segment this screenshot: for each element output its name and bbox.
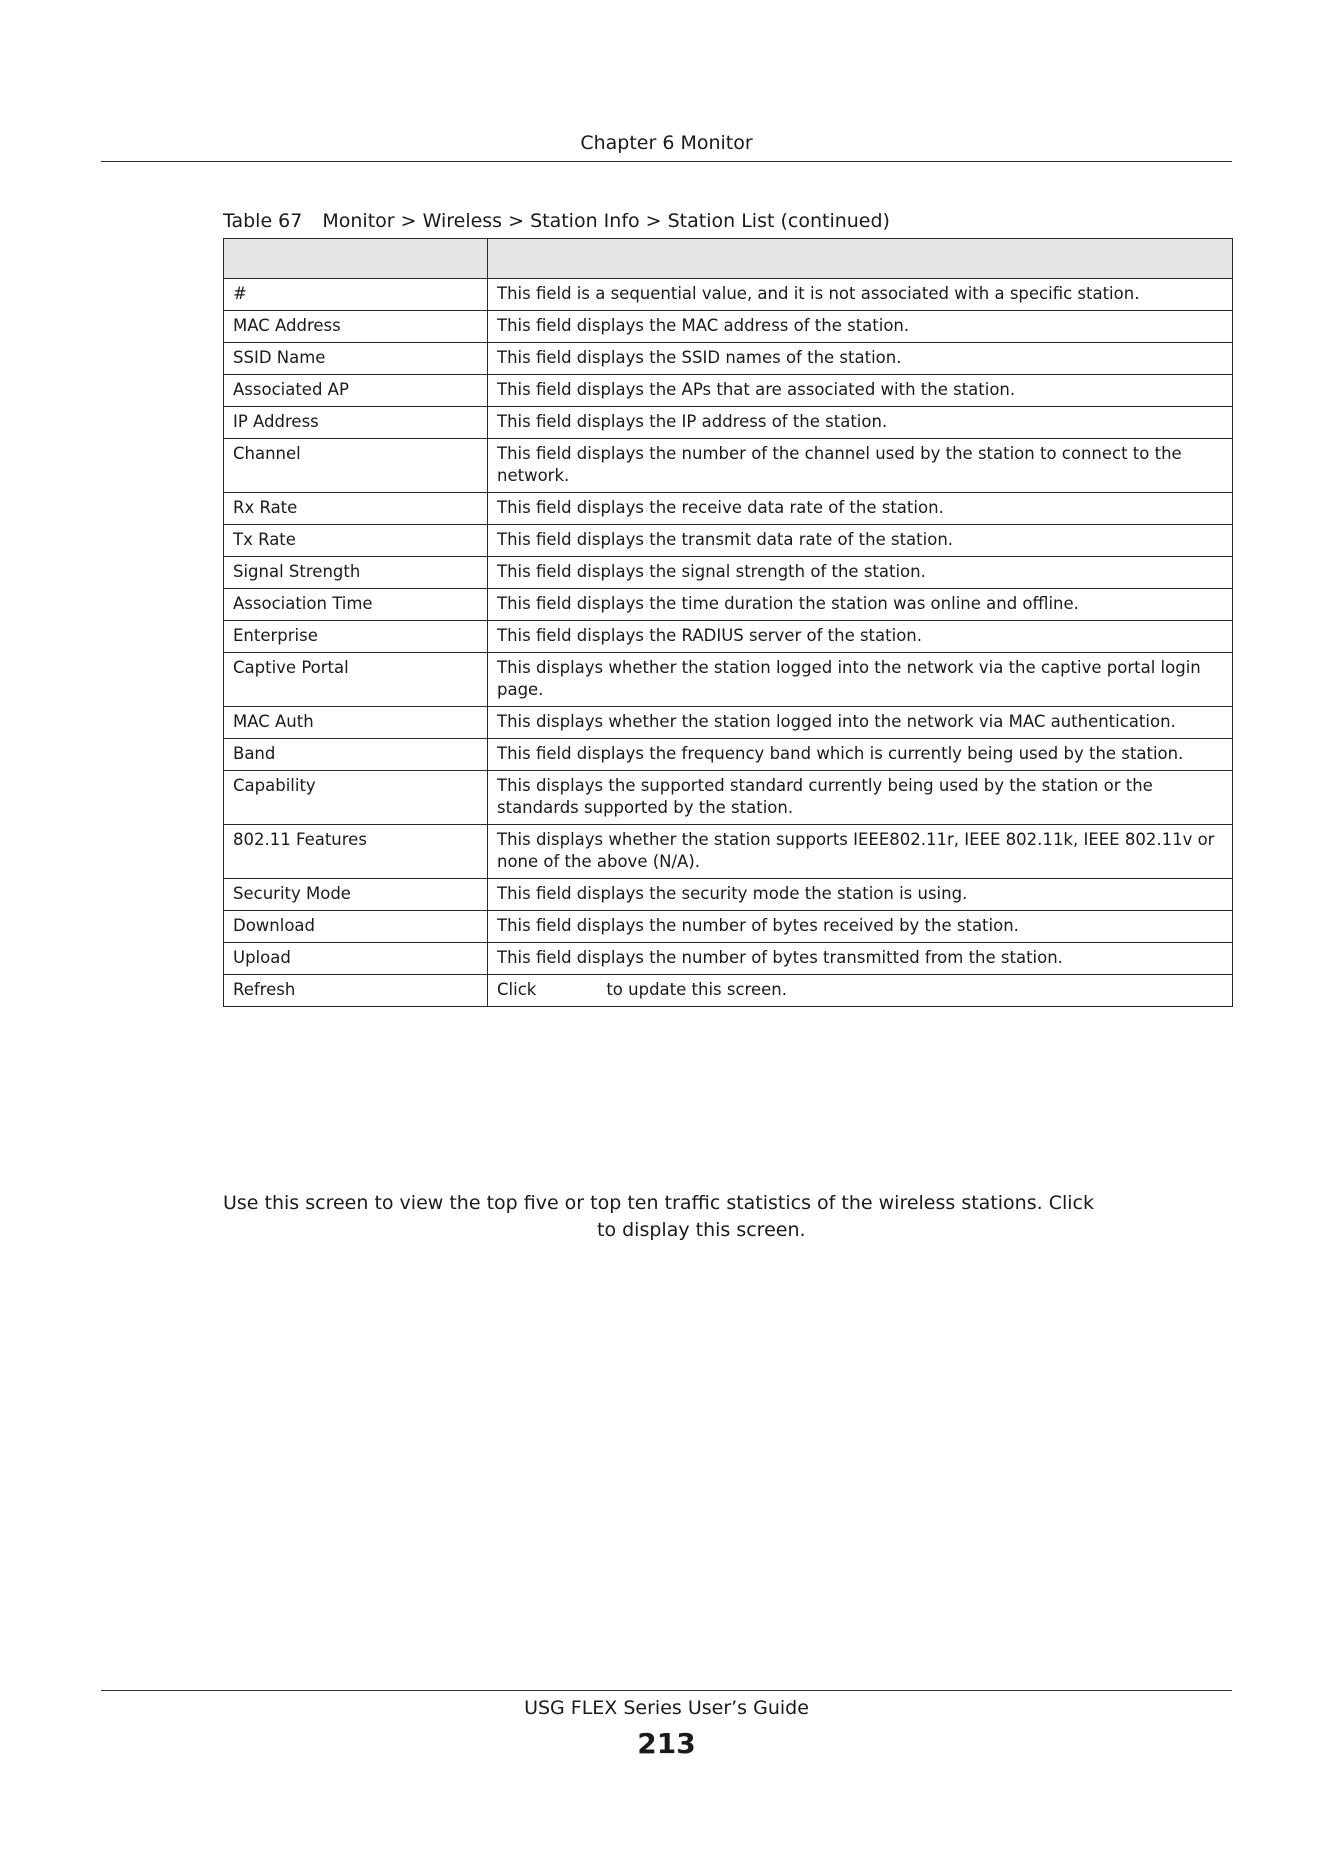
row-description: This displays whether the station logged into the network via the captive portal login page. [488, 653, 1233, 707]
row-description: This field displays the receive data rate of the station. [488, 493, 1233, 525]
row-description: This field displays the number of the channel used by the station to connect to the network. [488, 439, 1233, 493]
table-number: Table 67 [223, 210, 303, 232]
row-description: This displays whether the station logged into the network via MAC authentication. [488, 707, 1233, 739]
row-description: This field displays the number of bytes transmitted from the station. [488, 943, 1233, 975]
row-description: This field displays the signal strength of the station. [488, 557, 1233, 589]
table-row [224, 911, 1233, 943]
row-description: This field displays the time duration the station was online and offline. [488, 589, 1233, 621]
table-row [224, 493, 1233, 525]
row-description: This displays whether the station supports IEEE802.11r, IEEE 802.11k, IEEE 802.11v or none of the above (N/A). [488, 825, 1233, 879]
page-footer [101, 1690, 1232, 1760]
intro-line-1: Use this screen to view the top five or top ten traffic statistics of the wireless stations. Click [223, 1192, 1094, 1214]
row-description: This field displays the security mode the station is using. [488, 879, 1233, 911]
table-row [224, 771, 1233, 825]
table-row [224, 279, 1233, 311]
row-description: This field displays the SSID names of the station. [488, 343, 1233, 375]
refresh-text-after: to update this screen. [606, 980, 787, 999]
row-label: MAC Address [224, 311, 488, 343]
table-row [224, 975, 1233, 1007]
chapter-title: Chapter 6 Monitor [580, 132, 753, 154]
row-label: Refresh [224, 975, 488, 1007]
row-description: This field displays the transmit data rate of the station. [488, 525, 1233, 557]
table-row [224, 653, 1233, 707]
table-row [224, 739, 1233, 771]
table-row [224, 707, 1233, 739]
row-description: This field displays the IP address of the station. [488, 407, 1233, 439]
table-row [224, 439, 1233, 493]
row-label: Security Mode [224, 879, 488, 911]
table-row [224, 825, 1233, 879]
row-label: Associated AP [224, 375, 488, 407]
row-description: This field displays the MAC address of the station. [488, 311, 1233, 343]
row-label: Captive Portal [224, 653, 488, 707]
row-label: Download [224, 911, 488, 943]
row-label: Band [224, 739, 488, 771]
row-label: Upload [224, 943, 488, 975]
section-intro [223, 1190, 1232, 1244]
row-description: This field is a sequential value, and it is not associated with a specific station. [488, 279, 1233, 311]
guide-title: USG FLEX Series User’s Guide [524, 1697, 809, 1719]
row-label: 802.11 Features [224, 825, 488, 879]
row-description: This field displays the frequency band which is currently being used by the station. [488, 739, 1233, 771]
row-label: IP Address [224, 407, 488, 439]
table-row [224, 621, 1233, 653]
row-description: This field displays the APs that are associated with the station. [488, 375, 1233, 407]
row-label: MAC Auth [224, 707, 488, 739]
row-label: Enterprise [224, 621, 488, 653]
row-label: Capability [224, 771, 488, 825]
table-header-row [224, 239, 1233, 279]
table-row [224, 525, 1233, 557]
row-label: Rx Rate [224, 493, 488, 525]
station-list-table [223, 238, 1233, 1007]
row-label: Signal Strength [224, 557, 488, 589]
table-caption [223, 210, 890, 232]
page-number: 213 [637, 1727, 696, 1760]
row-description: This displays the supported standard currently being used by the station or the standards supported by the station. [488, 771, 1233, 825]
table-row [224, 557, 1233, 589]
table-row [224, 311, 1233, 343]
intro-line-2: to display this screen. [597, 1219, 806, 1241]
row-label: # [224, 279, 488, 311]
table-row [224, 879, 1233, 911]
label-column-header [224, 239, 488, 279]
table-row [224, 589, 1233, 621]
table-row [224, 375, 1233, 407]
description-column-header [488, 239, 1233, 279]
page-header [101, 128, 1232, 162]
row-description [488, 975, 1233, 1007]
table-row [224, 343, 1233, 375]
row-description: This field displays the number of bytes received by the station. [488, 911, 1233, 943]
table-row [224, 407, 1233, 439]
row-label: Channel [224, 439, 488, 493]
row-label: Tx Rate [224, 525, 488, 557]
row-label: SSID Name [224, 343, 488, 375]
table-title: Monitor > Wireless > Station Info > Station List (continued) [322, 210, 890, 232]
row-label: Association Time [224, 589, 488, 621]
row-description: This field displays the RADIUS server of the station. [488, 621, 1233, 653]
table-row [224, 943, 1233, 975]
refresh-text-before: Click [497, 980, 537, 999]
